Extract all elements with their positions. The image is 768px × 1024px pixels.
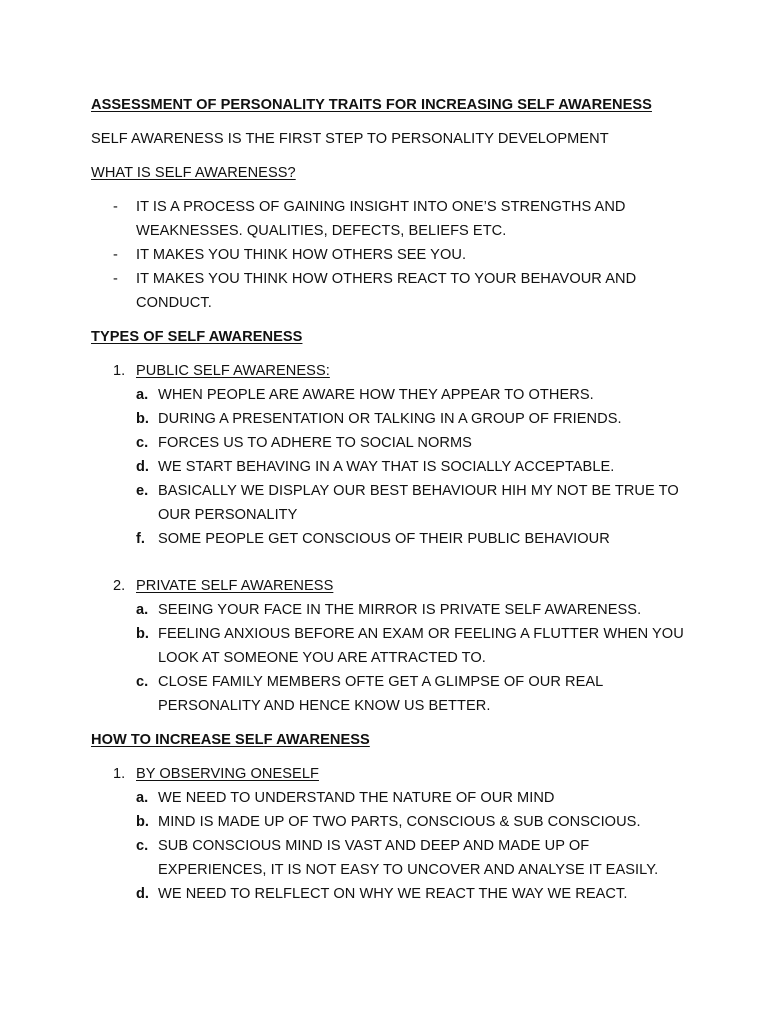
list-item-marker: c. bbox=[136, 435, 149, 451]
what-item-text: IT MAKES YOU THINK HOW OTHERS SEE YOU. bbox=[136, 247, 467, 263]
list-item: WHEN PEOPLE ARE AWARE HOW THEY APPEAR TO OTHERS. bbox=[158, 387, 594, 403]
section-number: 1. bbox=[113, 766, 126, 782]
list-item: PERSONALITY AND HENCE KNOW US BETTER. bbox=[158, 698, 491, 714]
list-item-marker: b. bbox=[136, 411, 149, 427]
what-item-marker: - bbox=[113, 271, 118, 287]
list-item-marker: f. bbox=[136, 531, 145, 547]
what-item-text: WEAKNESSES. QUALITIES, DEFECTS, BELIEFS ETC. bbox=[136, 223, 507, 239]
what-item-text: IT MAKES YOU THINK HOW OTHERS REACT TO YOUR BEHAVOUR AND bbox=[136, 271, 637, 287]
list-item: CLOSE FAMILY MEMBERS OFTE GET A GLIMPSE OF OUR REAL bbox=[158, 674, 604, 690]
what-item-marker: - bbox=[113, 247, 118, 263]
list-item: MIND IS MADE UP OF TWO PARTS, CONSCIOUS & SUB CONSCIOUS. bbox=[158, 814, 641, 830]
list-item: SEEING YOUR FACE IN THE MIRROR IS PRIVATE SELF AWARENESS. bbox=[158, 602, 642, 618]
list-item: WE NEED TO UNDERSTAND THE NATURE OF OUR MIND bbox=[158, 790, 555, 806]
what-item-text: IT IS A PROCESS OF GAINING INSIGHT INTO ONE’S STRENGTHS AND bbox=[136, 199, 626, 215]
section-number: 1. bbox=[113, 363, 126, 379]
list-item: WE NEED TO RELFLECT ON WHY WE REACT THE WAY WE REACT. bbox=[158, 886, 628, 902]
list-item-marker: c. bbox=[136, 674, 149, 690]
what-item-text: CONDUCT. bbox=[136, 295, 212, 311]
list-item: SOME PEOPLE GET CONSCIOUS OF THEIR PUBLIC BEHAVIOUR bbox=[158, 531, 610, 547]
list-item-marker: d. bbox=[136, 886, 149, 902]
public-heading: PUBLIC SELF AWARENESS: bbox=[136, 363, 330, 379]
list-item-marker: b. bbox=[136, 814, 149, 830]
private-heading: PRIVATE SELF AWARENESS bbox=[136, 578, 334, 594]
section-number: 2. bbox=[113, 578, 126, 594]
list-item-marker: d. bbox=[136, 459, 149, 475]
types-heading: TYPES OF SELF AWARENESS bbox=[91, 329, 303, 345]
page-title: ASSESSMENT OF PERSONALITY TRAITS FOR INCREASING SELF AWARENESS bbox=[91, 97, 652, 113]
list-item: DURING A PRESENTATION OR TALKING IN A GROUP OF FRIENDS. bbox=[158, 411, 622, 427]
list-item-marker: a. bbox=[136, 387, 149, 403]
how-heading: HOW TO INCREASE SELF AWARENESS bbox=[91, 732, 370, 748]
list-item: FORCES US TO ADHERE TO SOCIAL NORMS bbox=[158, 435, 472, 451]
list-item: SUB CONSCIOUS MIND IS VAST AND DEEP AND MADE UP OF bbox=[158, 838, 590, 854]
list-item: WE START BEHAVING IN A WAY THAT IS SOCIALLY ACCEPTABLE. bbox=[158, 459, 615, 475]
list-item: FEELING ANXIOUS BEFORE AN EXAM OR FEELING A FLUTTER WHEN YOU bbox=[158, 626, 684, 642]
list-item-marker: c. bbox=[136, 838, 149, 854]
list-item: OUR PERSONALITY bbox=[158, 507, 298, 523]
what-item-marker: - bbox=[113, 199, 118, 215]
observing-heading: BY OBSERVING ONESELF bbox=[136, 766, 319, 782]
list-item-marker: b. bbox=[136, 626, 149, 642]
list-item-marker: a. bbox=[136, 790, 149, 806]
list-item: BASICALLY WE DISPLAY OUR BEST BEHAVIOUR HIH MY NOT BE TRUE TO bbox=[158, 483, 679, 499]
list-item-marker: e. bbox=[136, 483, 149, 499]
list-item-marker: a. bbox=[136, 602, 149, 618]
intro-text: SELF AWARENESS IS THE FIRST STEP TO PERSONALITY DEVELOPMENT bbox=[91, 131, 609, 147]
list-item: LOOK AT SOMEONE YOU ARE ATTRACTED TO. bbox=[158, 650, 486, 666]
what-heading: WHAT IS SELF AWARENESS? bbox=[91, 165, 296, 181]
list-item: EXPERIENCES, IT IS NOT EASY TO UNCOVER AND ANALYSE IT EASILY. bbox=[158, 862, 659, 878]
